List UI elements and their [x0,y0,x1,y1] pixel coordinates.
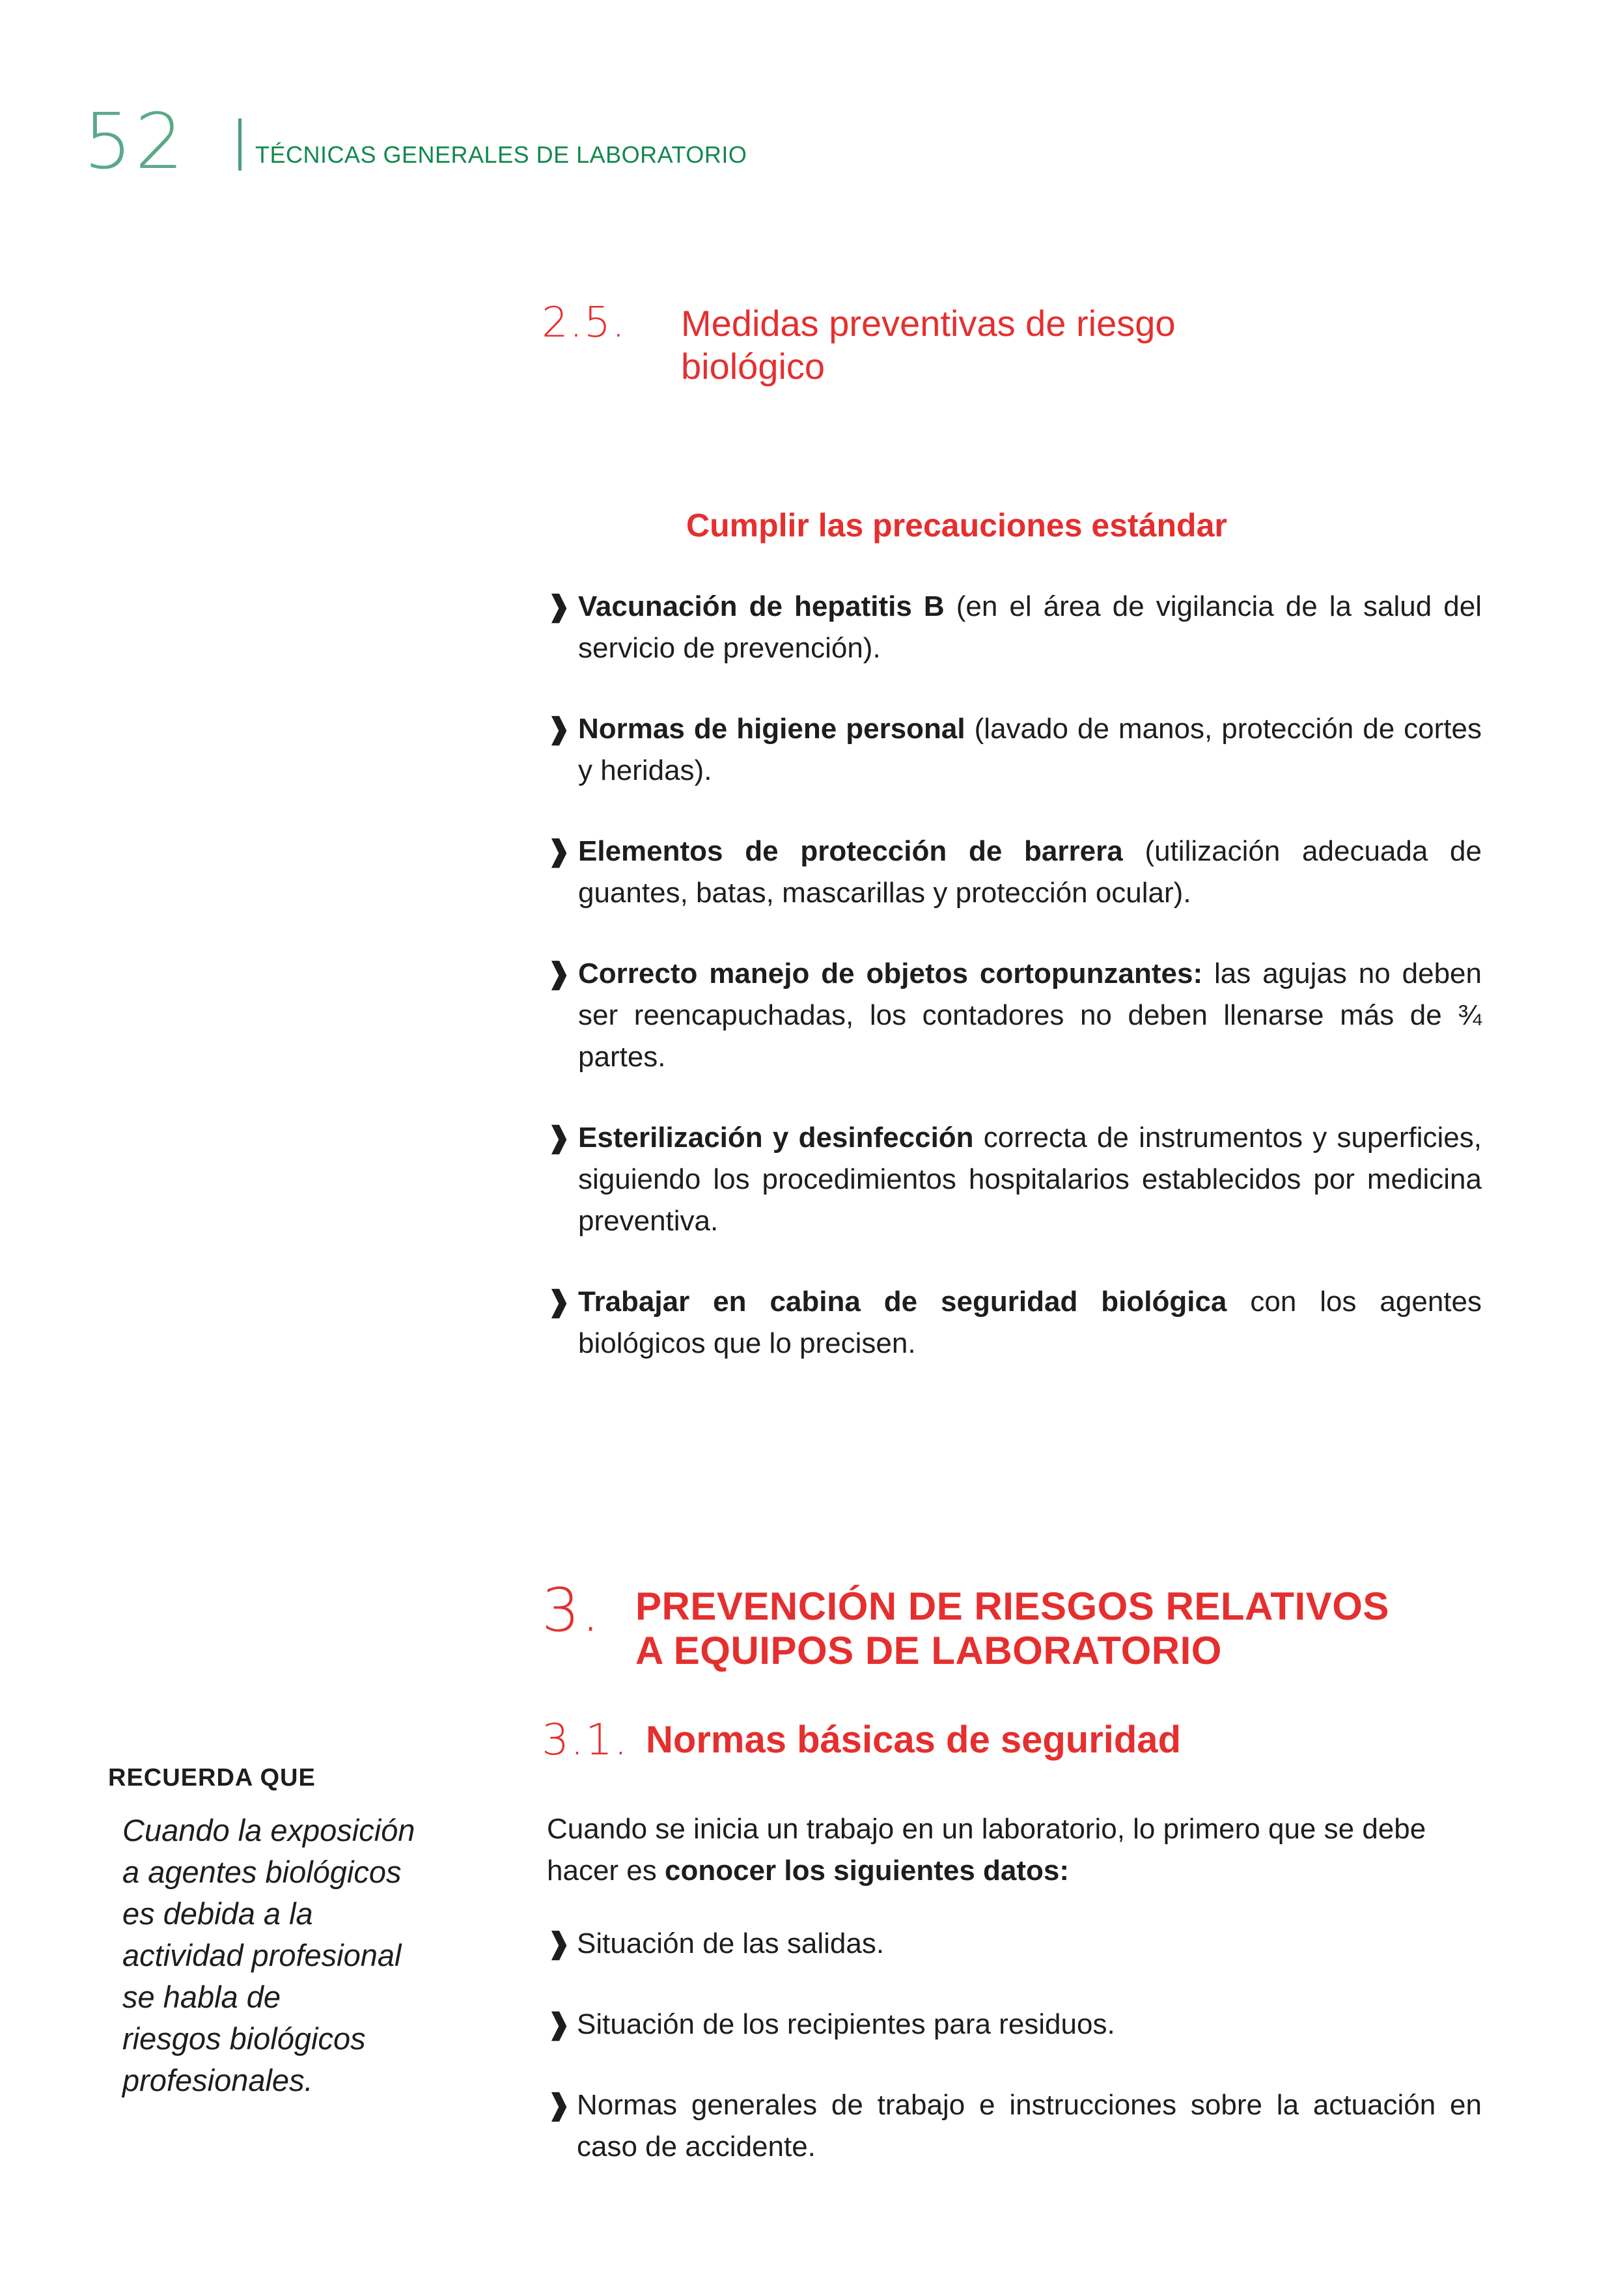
section-3-1-number: 3.1. [542,1715,629,1765]
sidebar-line: a agentes biológicos [122,1855,402,1889]
section-2-5-title-line1: Medidas preventivas de riesgo [681,303,1176,344]
intro-text: Cuando se inicia un trabajo en un laboratorio, lo primero que se debe hacer es [547,1813,1426,1887]
list-item [547,586,1482,669]
sidebar-line: riesgos biológicos [122,2021,366,2056]
list-item-text: correcta de instrumentos y superficies, siguiendo los procedimientos hospitalarios establecidos por medicina preventiva. [578,1122,1482,1237]
sidebar-line: profesionales. [122,2063,313,2097]
list-item [547,1117,1482,1242]
section-3-title-line1: PREVENCIÓN DE RIESGOS RELATIVOS [635,1584,1389,1628]
list-item [547,1281,1482,1364]
list-item-text: con los agentes biológicos que lo precisen. [578,1286,1482,1359]
list-item-bold: Esterilización y desinfección [578,1122,974,1154]
section-3-title-line2: A EQUIPOS DE LABORATORIO [635,1629,1222,1672]
section-2-5-title [681,302,1495,388]
bullet-icon: ❱ [547,2008,571,2040]
list-item-text: (lavado de manos, protección de cortes y heridas). [578,713,1482,786]
bullet-icon: ❱ [547,958,571,989]
section-2-5-number: 2.5. [542,299,627,347]
list-item-text: (utilización adecuada de guantes, batas, mascarillas y protección ocular). [578,835,1482,909]
subheading-precauciones: Cumplir las precauciones estándar [686,507,1227,544]
list-item [547,831,1482,914]
sidebar-line: se habla de [122,1980,281,2014]
list-item [547,1923,1482,1965]
list-item-bold: Vacunación de hepatitis B [578,590,945,622]
sidebar-label: RECUERDA QUE [108,1764,316,1791]
intro-paragraph [547,1808,1482,1892]
list-item-bold: Elementos de protección de barrera [578,835,1123,867]
list-item-text: (en el área de vigilancia de la salud del servicio de prevención). [578,590,1482,664]
list-item-text: las agujas no deben ser reencapuchadas, los contadores no deben llenarse más de ¾ partes. [578,958,1482,1073]
list-item-text: Situación de las salidas. [577,1928,885,1959]
bullet-icon: ❱ [547,835,571,867]
bullet-icon: ❱ [547,590,571,622]
bullet-icon: ❱ [547,2089,571,2121]
intro-bold: conocer los siguientes datos: [664,1855,1070,1887]
sidebar-line: Cuando la exposición [122,1813,415,1847]
sidebar-note [122,1810,461,2101]
list-item-bold: Normas de higiene personal [578,713,965,745]
list-item [547,2084,1482,2168]
list-item [547,953,1482,1078]
running-title: TÉCNICAS GENERALES DE LABORATORIO [255,141,747,168]
page-number: 52 [83,96,187,186]
section-3-title [635,1584,1508,1673]
list-item-bold: Trabajar en cabina de seguridad biológica [578,1286,1227,1318]
sidebar-line: actividad profesional [122,1938,402,1972]
list-item-bold: Correcto manejo de objetos cortopunzantes: [578,958,1203,989]
section-3-1-title: Normas básicas de seguridad [646,1719,1181,1761]
bullet-icon: ❱ [547,713,571,745]
section-3-number: 3. [542,1575,602,1645]
list-item [547,2004,1482,2045]
header-divider [238,118,242,171]
bullet-icon: ❱ [547,1928,571,1959]
precautions-list [547,586,1482,1404]
bullet-icon: ❱ [547,1122,571,1154]
list-item [547,708,1482,792]
list-item-text: Normas generales de trabajo e instrucciones sobre la actuación en caso de accidente. [577,2089,1482,2163]
section-2-5-title-line2: biológico [681,346,825,387]
list-item-text: Situación de los recipientes para residuos. [577,2008,1115,2040]
safety-data-list [547,1923,1482,2207]
bullet-icon: ❱ [547,1286,571,1318]
sidebar-line: es debida a la [122,1896,313,1931]
